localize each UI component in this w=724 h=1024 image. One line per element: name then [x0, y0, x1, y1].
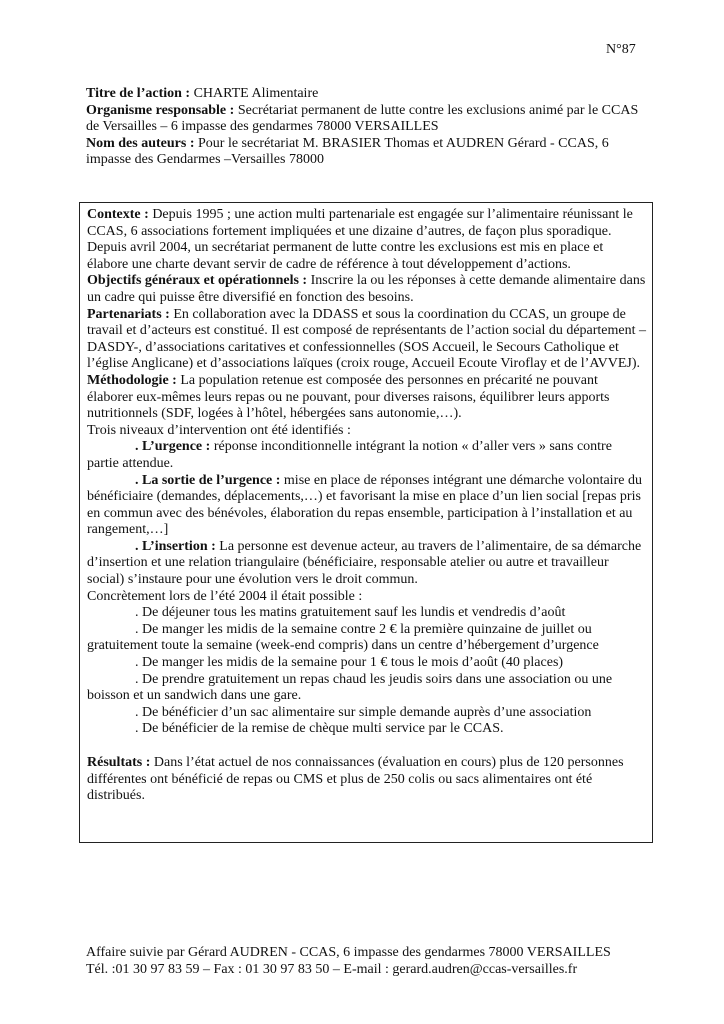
- objectifs-label: Objectifs généraux et opérationnels :: [87, 273, 308, 289]
- niveaux-intro: Trois niveaux d’intervention ont été identifiés :: [87, 422, 351, 438]
- organisme-line: [86, 103, 646, 136]
- footer-line-2: Tél. :01 30 97 83 59 – Fax : 01 30 97 83 50 – E-mail : gerard.audren@ccas-versailles.fr: [86, 961, 578, 977]
- possibilite-item: . De bénéficier d’un sac alimentaire sur simple demande auprès d’une association: [135, 704, 592, 720]
- resultats-label: Résultats :: [87, 755, 151, 770]
- contexte-paragraph: [87, 207, 647, 273]
- possibilite-item: . De manger les midis de la semaine pour 1 € tous le mois d’août (40 places): [135, 655, 564, 671]
- insertion-text: La personne est devenue acteur, au travers de l’alimentaire, de sa démarche d’insertion et une relation triangulaire (bénéficiaire, responsable atelier ou autre et travailleur social) s’instaure pour une évolution vers le droit commun.: [87, 538, 642, 588]
- insertion-paragraph: [87, 539, 647, 589]
- resultats-paragraph: [87, 755, 647, 805]
- sortie-label: . La sortie de l’urgence :: [135, 472, 281, 488]
- insertion-label: . L’insertion :: [135, 538, 216, 554]
- footer-contact: [86, 945, 666, 978]
- page-number: N°87: [606, 42, 636, 57]
- objectifs-text: Inscrire la ou les réponses à cette demande alimentaire dans un cadre qui puisse être diversifié en fonction des besoins.: [87, 273, 646, 305]
- methodologie-text: La population retenue est composée des personnes en précarité ne pouvant élaborer eux-mêmes leurs repas ou ne pouvant, pour diverses raisons, équilibrer leurs apports nutritionnels (SDF, logées à l’hôtel, hébergées sans autonomie,…).: [87, 372, 610, 422]
- spacer: [87, 738, 652, 755]
- document-header: [86, 86, 646, 169]
- contexte-label: Contexte :: [87, 207, 149, 222]
- possibilite-item: . De déjeuner tous les matins gratuitement sauf les lundis et vendredis d’août: [135, 605, 566, 621]
- action-description-box: [79, 202, 653, 843]
- methodologie-label: Méthodologie :: [87, 372, 177, 388]
- urgence-label: . L’urgence :: [135, 439, 211, 455]
- sortie-text: mise en place de réponses intégrant une démarche volontaire du bénéficiaire (demandes, déplacements,…) et favorisant la mise en place d’un lien social [repas pris en commun avec des bénévoles, élaboration du repas ensemble, participation à l’installation et au rangement,…]: [87, 472, 642, 538]
- concretement-intro: Concrètement lors de l’été 2004 il était possible :: [87, 588, 363, 604]
- organisme-value: Secrétariat permanent de lutte contre les exclusions animé par le CCAS de Versailles – 6 impasse des gendarmes 78000 VERSAILLES: [86, 102, 639, 135]
- partenariats-label: Partenariats :: [87, 306, 170, 322]
- titre-value: CHARTE Alimentaire: [190, 86, 319, 101]
- auteurs-label: Nom des auteurs :: [86, 135, 195, 151]
- possibilite-item: . De bénéficier de la remise de chèque multi service par le CCAS.: [135, 721, 504, 737]
- urgence-paragraph: [87, 439, 647, 472]
- auteurs-value: Pour le secrétariat M. BRASIER Thomas et AUDREN Gérard - CCAS, 6 impasse des Gendarmes –Versailles 78000: [86, 135, 609, 168]
- resultats-text: Dans l’état actuel de nos connaissances (évaluation en cours) plus de 120 personnes différentes ont bénéficié de repas ou CMS et plus de 250 colis ou sacs alimentaires ont été distribués.: [87, 755, 624, 804]
- possibilite-item: . De manger les midis de la semaine contre 2 € la première quinzaine de juillet ou gratuitement toute la semaine (week-end compris) dans un centre d’hébergement d’urgence: [87, 621, 599, 654]
- footer-line-1: Affaire suivie par Gérard AUDREN - CCAS, 6 impasse des gendarmes 78000 VERSAILLES: [86, 945, 611, 960]
- sortie-paragraph: [87, 473, 647, 539]
- titre-label: Titre de l’action :: [86, 86, 191, 101]
- titre-line: [86, 86, 646, 103]
- auteurs-line: [86, 136, 646, 169]
- objectifs-paragraph: [87, 273, 647, 306]
- possibilite-item: . De prendre gratuitement un repas chaud les jeudis soirs dans une association ou une boisson et un sandwich dans une gare.: [87, 671, 613, 704]
- partenariats-paragraph: [87, 307, 647, 373]
- methodologie-paragraph: [87, 373, 647, 423]
- urgence-text: réponse inconditionnelle intégrant la notion « d’aller vers » sans contre partie attendue.: [87, 439, 612, 471]
- organisme-label: Organisme responsable :: [86, 102, 235, 118]
- contexte-text: Depuis 1995 ; une action multi partenariale est engagée sur l’alimentaire réunissant le CCAS, 6 associations fortement impliquées et une dizaine d’autres, de façon plus sporadique. Depuis avril 2004, un secrétariat permanent de lutte contre les exclusions est mis en place et élabore une charte devant servir de cadre de référence à tout développement d’actions.: [87, 207, 633, 272]
- partenariats-text: En collaboration avec la DDASS et sous la coordination du CCAS, un groupe de travail et d’acteurs est constitué. Il est composé de représentants de l’action social du département –DASDY-, d’associations caritatives et confessionnelles (SOS Accueil, le Secours Catholique et l’église Anglicane) et d’associations laïques (croix rouge, Accueil Ecoute Viroflay et de l’AVVEJ).: [87, 306, 647, 372]
